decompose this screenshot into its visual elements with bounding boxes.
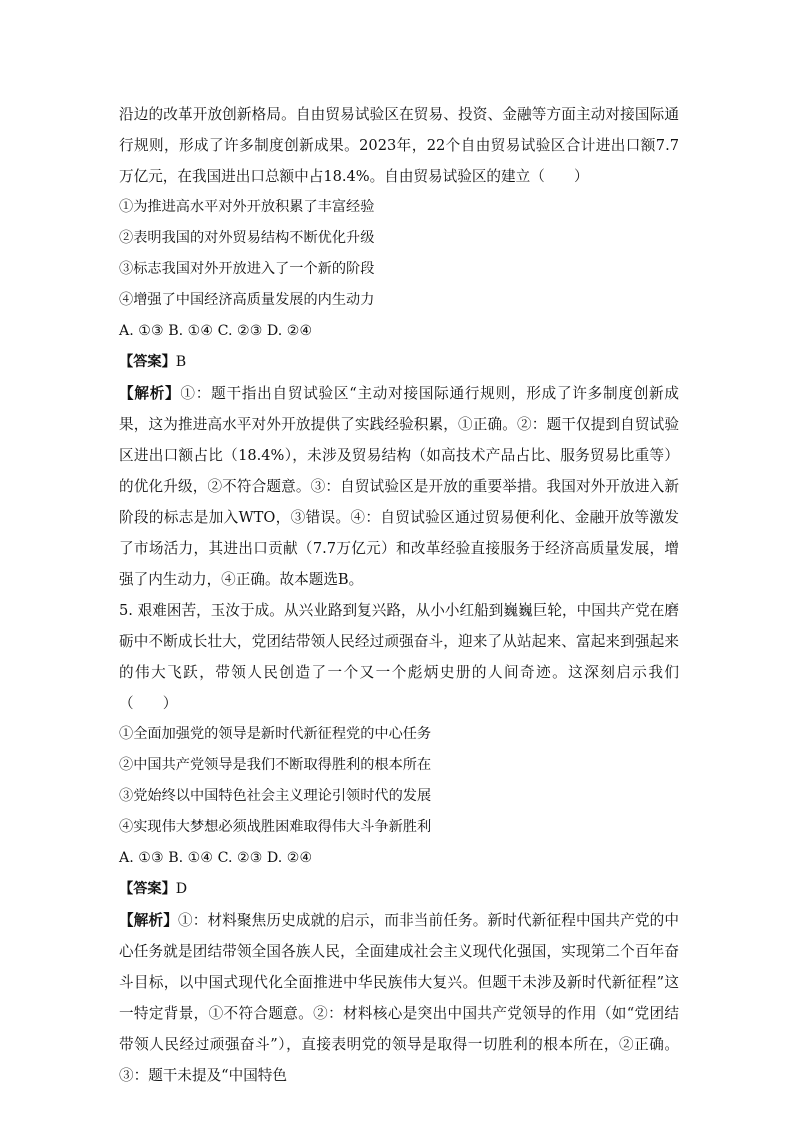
q4-answer-label: 【答案】 [119,354,176,370]
q5-answer [119,874,679,905]
q4-option-4: ④增强了中国经济高质量发展的内生动力 [119,292,375,308]
page-content [119,99,679,1091]
q4-choices: A. ①③ B. ①④ C. ②③ D. ②④ [119,323,313,339]
q4-answer [119,347,679,378]
q5-answer-value: D [175,881,188,897]
q4-option-2: ②表明我国的对外贸易结构不断优化升级 [119,230,375,246]
q4-analysis-label: 【解析】 [119,385,181,402]
q5-choices: A. ①③ B. ①④ C. ②③ D. ②④ [119,850,313,866]
q4-analysis-text: ①：题干指出自贸试验区“主动对接国际通行规则，形成了许多制度创新成果，这为推进高水平对外开放提供了实践经验积累，①正确。②：题干仅提到自贸试验区进出口额占比（18.4%），未涉及贸易结构（如高技术产品占比、服务贸易比重等）的优化升级，②不符合题意。③：自贸试验区是开放的重要举措。我国对外开放进入新阶段的标志是加入WTO，③错误。④：自贸试验区通过贸易便利化、金融开放等激发了市场活力，其进出口贡献（7.7万亿元）和改革经验直接服务于经济高质量发展，增强了内生动力，④正确。故本题选B。 [119,385,679,588]
q5-analysis-text: ①：材料聚焦历史成就的启示，而非当前任务。新时代新征程中国共产党的中心任务就是团结带领全国各族人民，全面建成社会主义现代化强国，实现第二个百年奋斗目标，以中国式现代化全面推进中华民族伟大复兴。但题干未涉及新时代新征程”这一特定背景，①不符合题意。②：材料核心是突出中国共产党领导的作用（如“党团结带领人民经过顽强奋斗”），直接表明党的领导是取得一切胜利的根本所在，②正确。③：题干未提及“中国特色 [119,912,679,1084]
q5-option-1: ①全面加强党的领导是新时代新征程党的中心任务 [119,726,432,742]
q5-option-2: ②中国共产党领导是我们不断取得胜利的根本所在 [119,757,432,773]
q4-answer-value: B [175,354,187,370]
q5-analysis-label: 【解析】 [119,912,178,929]
q4-option-3: ③标志我国对外开放进入了一个新的阶段 [119,261,375,277]
q5-option-3: ③党始终以中国特色社会主义理论引领时代的发展 [119,788,432,804]
q5-stem: 5. 艰难困苦，玉汝于成。从兴业路到复兴路，从小小红船到巍巍巨轮，中国共产党在磨砺中不断成长壮大，党团结带领人民经过顽强奋斗，迎来了从站起来、富起来到强起来的伟大飞跃，带领人民创造了一个又一个彪炳史册的人间奇迹。这深刻启示我们（ ） [119,602,679,712]
q5-option-4: ④实现伟大梦想必须战胜困难取得伟大斗争新胜利 [119,819,432,835]
q5-analysis [119,905,679,1091]
q5-answer-label: 【答案】 [119,881,176,897]
q4-analysis [119,378,679,595]
q4-option-1: ①为推进高水平对外开放积累了丰富经验 [119,199,375,215]
q4-stem-continued: 沿边的改革开放创新格局。自由贸易试验区在贸易、投资、金融等方面主动对接国际通行规则，形成了许多制度创新成果。2023年，22个自由贸易试验区合计进出口额7.7万亿元，在我国进出口总额中占18.4%。自由贸易试验区的建立（ ） [119,106,679,185]
